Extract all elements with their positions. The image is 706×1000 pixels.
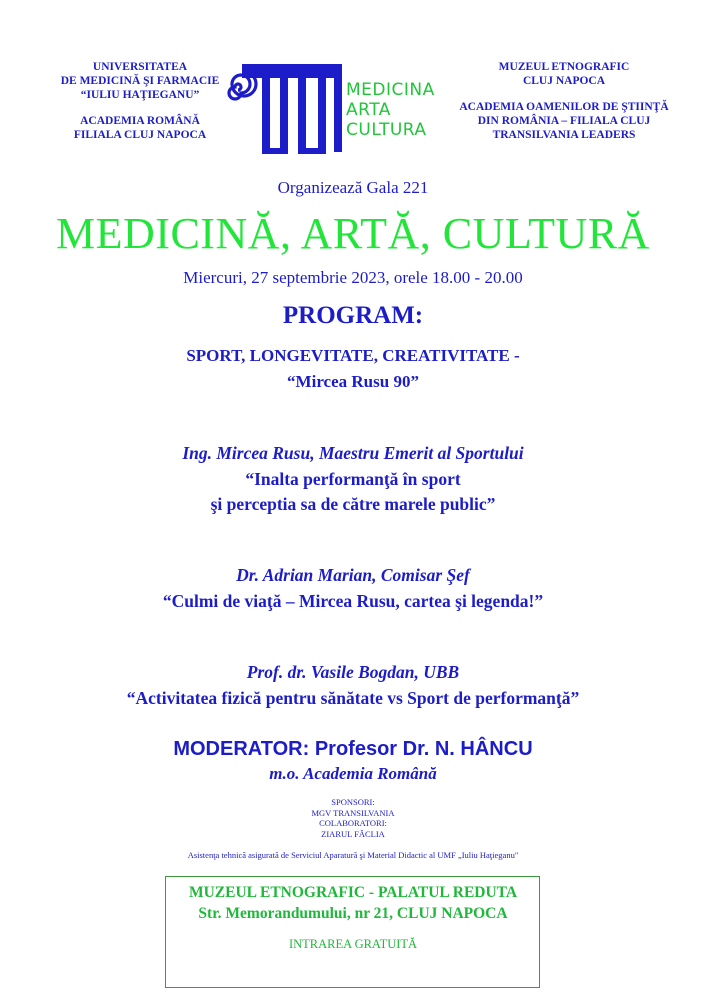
header-left-organizers [40,60,240,142]
org-line: ACADEMIA OAMENILOR DE ŞTIINŢĂ [459,101,669,113]
program-heading: PROGRAM: [282,302,424,329]
org-line: TRANSILVANIA LEADERS [492,129,636,141]
venue-name: MUZEUL ETNOGRAFIC - PALATUL REDUTA [188,884,518,901]
entry-note: INTRAREA GRATUITĂ [288,937,418,951]
technical-assistance-note: Asistenţa tehnică asigurată de Serviciul Aparatură şi Material Didactic al UMF „Iuliu Haţieganu" [187,850,519,860]
logo-line: ARTA [346,100,391,120]
talk-title: “Culmi de viaţă – Mircea Rusu, cartea şi legenda!” [162,591,544,611]
speaker-name: Dr. Adrian Marian, Comisar Şef [236,565,470,585]
event-date: Miercuri, 27 septembrie 2023, orele 18.00 - 20.00 [183,268,523,287]
org-line: DE MEDICINĂ ŞI FARMACIE [60,75,220,87]
moderator-line: MODERATOR: Profesor Dr. N. HÂNCU [173,738,533,760]
header-right-organizers [442,60,686,142]
speaker-name: Ing. Mircea Rusu, Maestru Emerit al Sportului [182,443,524,463]
talk-title: “Inalta performanţă în sport [245,469,461,489]
org-line: DIN ROMÂNIA – FILIALA CLUJ [477,115,651,127]
logo-line: MEDICINA [346,80,435,100]
sponsor-name: MGV TRANSILVANIA [311,807,395,818]
collaborators-label: COLABORATORI: [319,818,387,828]
org-line: ACADEMIA ROMÂNĂ [80,115,200,127]
speaker-name: Prof. dr. Vasile Bogdan, UBB [246,662,460,682]
org-line: UNIVERSITATEA [92,61,188,73]
talk-title: şi perceptia sa de către marele public” [210,494,496,514]
credits-block [0,797,706,839]
venue-address: Str. Memorandumului, nr 21, CLUJ NAPOCA [198,905,508,922]
talk-title: “Activitatea fizică pentru sănătate vs Sport de performanţă” [126,688,580,708]
organizes-line: Organizează Gala 221 [277,178,429,197]
event-title: MEDICINĂ, ARTĂ, CULTURĂ [56,209,650,258]
theme-line: SPORT, LONGEVITATE, CREATIVITATE - [186,346,520,365]
org-line: MUZEUL ETNOGRAFIC [498,61,630,73]
logo-wordmark [346,80,435,140]
org-line: “IULIU HAŢIEGANU” [80,89,200,101]
org-line: FILIALA CLUJ NAPOCA [73,129,207,141]
sponsors-label: SPONSORI: [331,797,375,807]
collaborator-name: ZIARUL FĂCLIA [321,828,385,839]
theme-subtitle: “Mircea Rusu 90” [287,372,419,391]
org-line: CLUJ NAPOCA [522,75,606,87]
logo-line: CULTURA [346,120,427,140]
moderator-affiliation: m.o. Academia Română [269,764,437,783]
